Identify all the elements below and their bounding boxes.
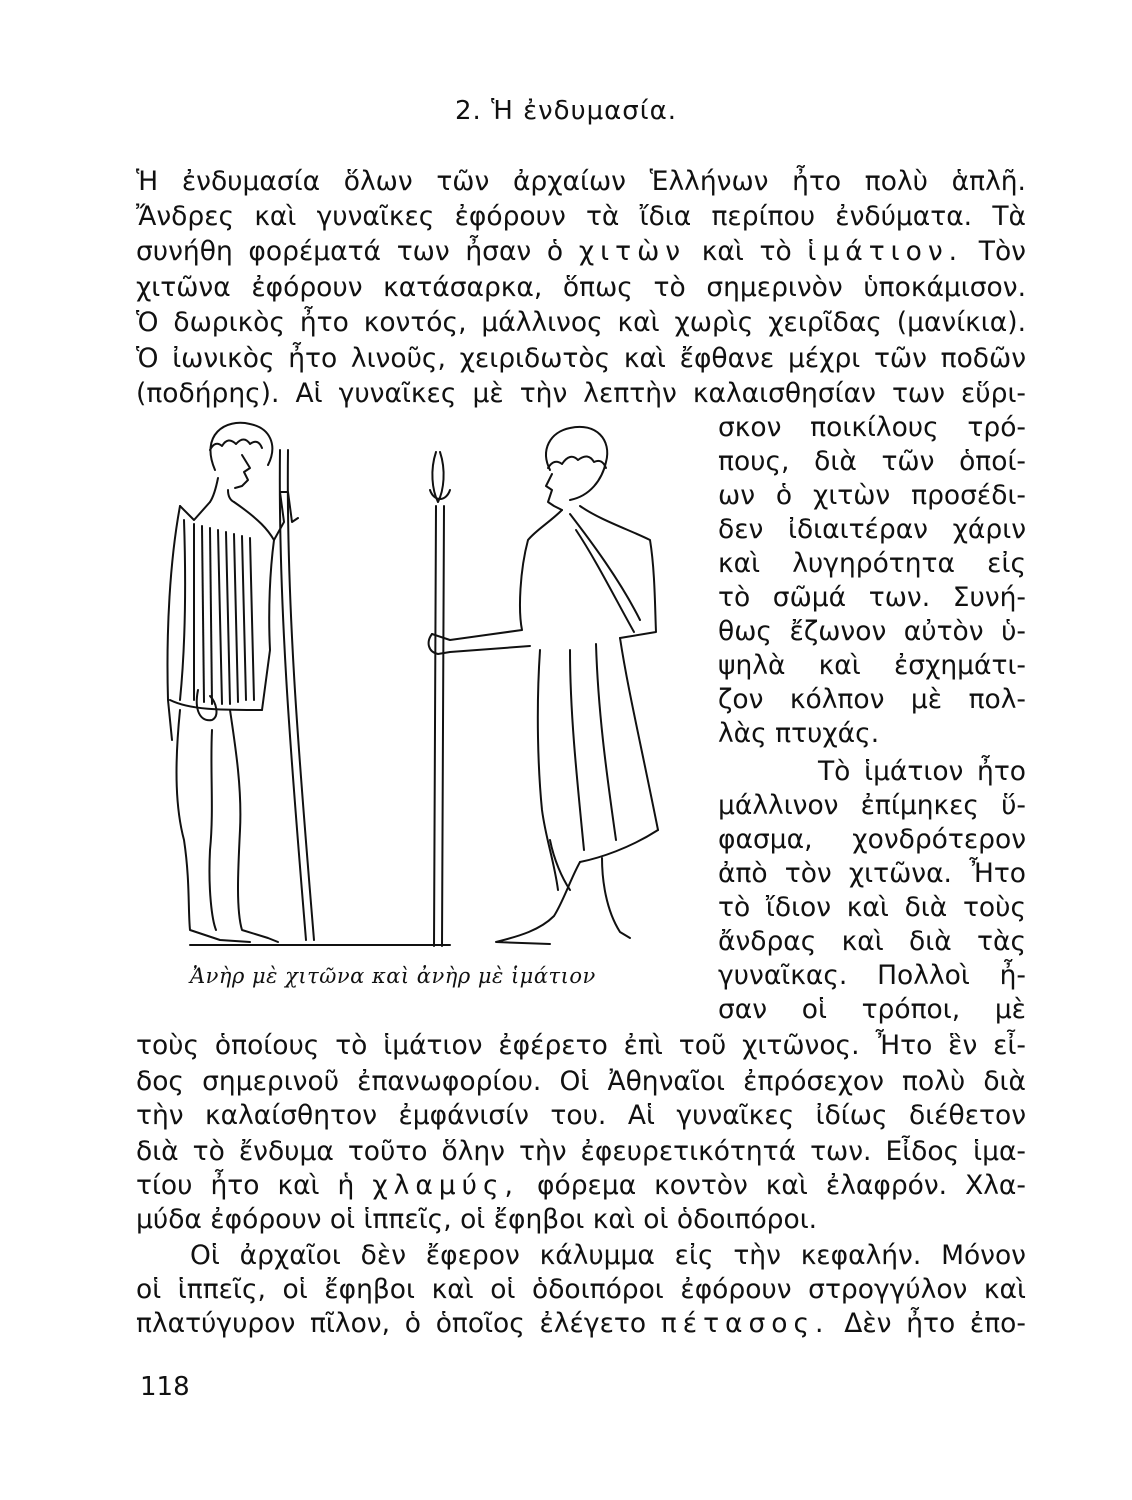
head-hair bbox=[210, 423, 272, 470]
text-line: Ἄνδρες καὶ γυναῖκες ἐφόρουν τὰ ἴδια περίπου ἐνδύματα. Τὰ bbox=[136, 201, 1026, 232]
text-line: Οἱ ἀρχαῖοι δὲν ἔφερον κάλυμμα εἰς τὴν κεφαλήν. Μόνον bbox=[190, 1240, 1026, 1271]
figure-illustration bbox=[150, 410, 670, 960]
text-span: Τὸν bbox=[978, 236, 1026, 267]
extended-arm bbox=[432, 510, 562, 640]
lower-hand bbox=[197, 690, 217, 720]
text-line bbox=[136, 1308, 1026, 1340]
term-chiton: χιτὼν bbox=[578, 236, 687, 267]
text-line: διὰ τὸ ἔνδυμα τοῦτο ὅλην τὴν ἐφευρετικότητά των. Εἶδος ἱμα- bbox=[136, 1136, 1026, 1167]
text-line: ων ὁ χιτὼν προσέδι- bbox=[718, 480, 1026, 511]
text-line: ψηλὰ καὶ ἐσχημάτι- bbox=[718, 650, 1026, 681]
text-line: φασμα, χονδρότερον bbox=[718, 824, 1026, 855]
text-line: τὴν καλαίσθητον ἐμφάνισίν του. Αἱ γυναῖκες ἰδίως διέθετον bbox=[136, 1100, 1026, 1131]
text-span: καὶ τὸ bbox=[701, 236, 792, 267]
shoulder bbox=[180, 502, 210, 520]
figure-caption: Ἀνὴρ μὲ χιτῶνα καὶ ἀνὴρ μὲ ἱμάτιον bbox=[190, 964, 596, 988]
text-line: τὸ ἴδιον καὶ διὰ τοὺς bbox=[718, 892, 1026, 923]
section-number: 2. bbox=[455, 96, 482, 126]
term-himation: ἱμάτιον. bbox=[807, 236, 964, 267]
text-line: τὸ σῶμά των. Συνή- bbox=[718, 582, 1026, 613]
section-heading bbox=[0, 96, 1132, 126]
text-line: ἀπὸ τὸν χιτῶνα. Ἦτο bbox=[718, 858, 1026, 889]
text-line: ἄνδρας καὶ διὰ τὰς bbox=[718, 926, 1026, 957]
text-line: δεν ἰδιαιτέραν χάριν bbox=[718, 514, 1026, 545]
text-line: τοὺς ὁποίους τὸ ἱμάτιον ἐφέρετο ἐπὶ τοῦ χιτῶνος. Ἦτο ἓν εἶ- bbox=[136, 1030, 1026, 1061]
text-line: μύδα ἐφόρουν οἱ ἱππεῖς, οἱ ἔφηβοι καὶ οἱ ὁδοιπόροι. bbox=[136, 1204, 818, 1235]
head-hair bbox=[546, 427, 607, 500]
text-span: τίου ἦτο καὶ ἡ bbox=[136, 1170, 355, 1201]
right-foot bbox=[602, 858, 630, 938]
text-line: ζον κόλπον μὲ πολ- bbox=[718, 684, 1026, 715]
drape-shoulder bbox=[580, 506, 656, 638]
text-line: γυναῖκας. Πολλοὶ ἦ- bbox=[718, 960, 1026, 991]
text-line: (ποδήρης). Αἱ γυναῖκες μὲ τὴν λεπτὴν καλαισθησίαν των εὕρι- bbox=[136, 378, 1026, 409]
text-line: σαν οἱ τρόποι, μὲ bbox=[718, 994, 1026, 1025]
left-foot bbox=[496, 862, 580, 944]
text-line bbox=[136, 1170, 1026, 1202]
text-line: μάλλινον ἐπίμηκες ὕ- bbox=[718, 790, 1026, 821]
text-span: πλατύγυρον πῖλον, ὁ ὁποῖος ἐλέγετο bbox=[136, 1308, 647, 1339]
raised-hand bbox=[274, 492, 298, 540]
text-line: Τὸ ἱμάτιον ἦτο bbox=[818, 756, 1026, 787]
text-span: φόρεμα κοντὸν καὶ ἐλαφρόν. Χλα- bbox=[537, 1170, 1026, 1201]
text-line: δος σημερινοῦ ἐπανωφορίου. Οἱ Ἀθηναῖοι ἐπρόσεχον πολὺ διὰ bbox=[136, 1066, 1026, 1097]
section-title: Ἡ ἐνδυμασία. bbox=[491, 96, 677, 126]
term-chlamys: χλαμύς, bbox=[372, 1170, 519, 1201]
right-leg bbox=[230, 710, 278, 942]
man-with-himation bbox=[429, 427, 658, 944]
text-line: καὶ λυγηρότητα εἰς bbox=[718, 548, 1026, 579]
text-line: λὰς πτυχάς. bbox=[718, 718, 880, 749]
standing-staff bbox=[430, 452, 450, 946]
text-line: Ὁ ἰωνικὸς ἦτο λινοῦς, χειριδωτὸς καὶ ἔφθανε μέχρι τῶν ποδῶν bbox=[136, 343, 1026, 374]
term-petasos: πέτασος. bbox=[660, 1308, 830, 1339]
text-line: θως ἔζωνον αὐτὸν ὑ- bbox=[718, 616, 1026, 647]
text-line: Ἡ ἐνδυμασία ὅλων τῶν ἀρχαίων Ἑλλήνων ἦτο πολὺ ἁπλῆ. bbox=[136, 166, 1026, 197]
text-line: οἱ ἱππεῖς, οἱ ἔφηβοι καὶ οἱ ὁδοιπόροι ἐφόρουν στρογγύλον καὶ bbox=[136, 1274, 1026, 1305]
page-number: 118 bbox=[140, 1372, 190, 1402]
text-line bbox=[136, 236, 1026, 268]
text-span: συνήθη φορέματά των ἦσαν ὁ bbox=[136, 236, 564, 267]
text-line: σκον ποικίλους τρό- bbox=[718, 412, 1026, 443]
text-line: χιτῶνα ἐφόρουν κατάσαρκα, ὅπως τὸ σημερινὸν ὑποκάμισον. bbox=[136, 272, 1026, 303]
text-span: Δὲν ἦτο ἐπο- bbox=[844, 1308, 1026, 1339]
text-line: Ὁ δωρικὸς ἦτο κοντός, μάλλινος καὶ χωρὶς χειρῖδας (μανίκια). bbox=[136, 307, 1026, 338]
himation-edge bbox=[620, 638, 658, 830]
man-with-chiton bbox=[168, 423, 315, 942]
text-line: πους, διὰ τῶν ὁποί- bbox=[718, 446, 1026, 477]
